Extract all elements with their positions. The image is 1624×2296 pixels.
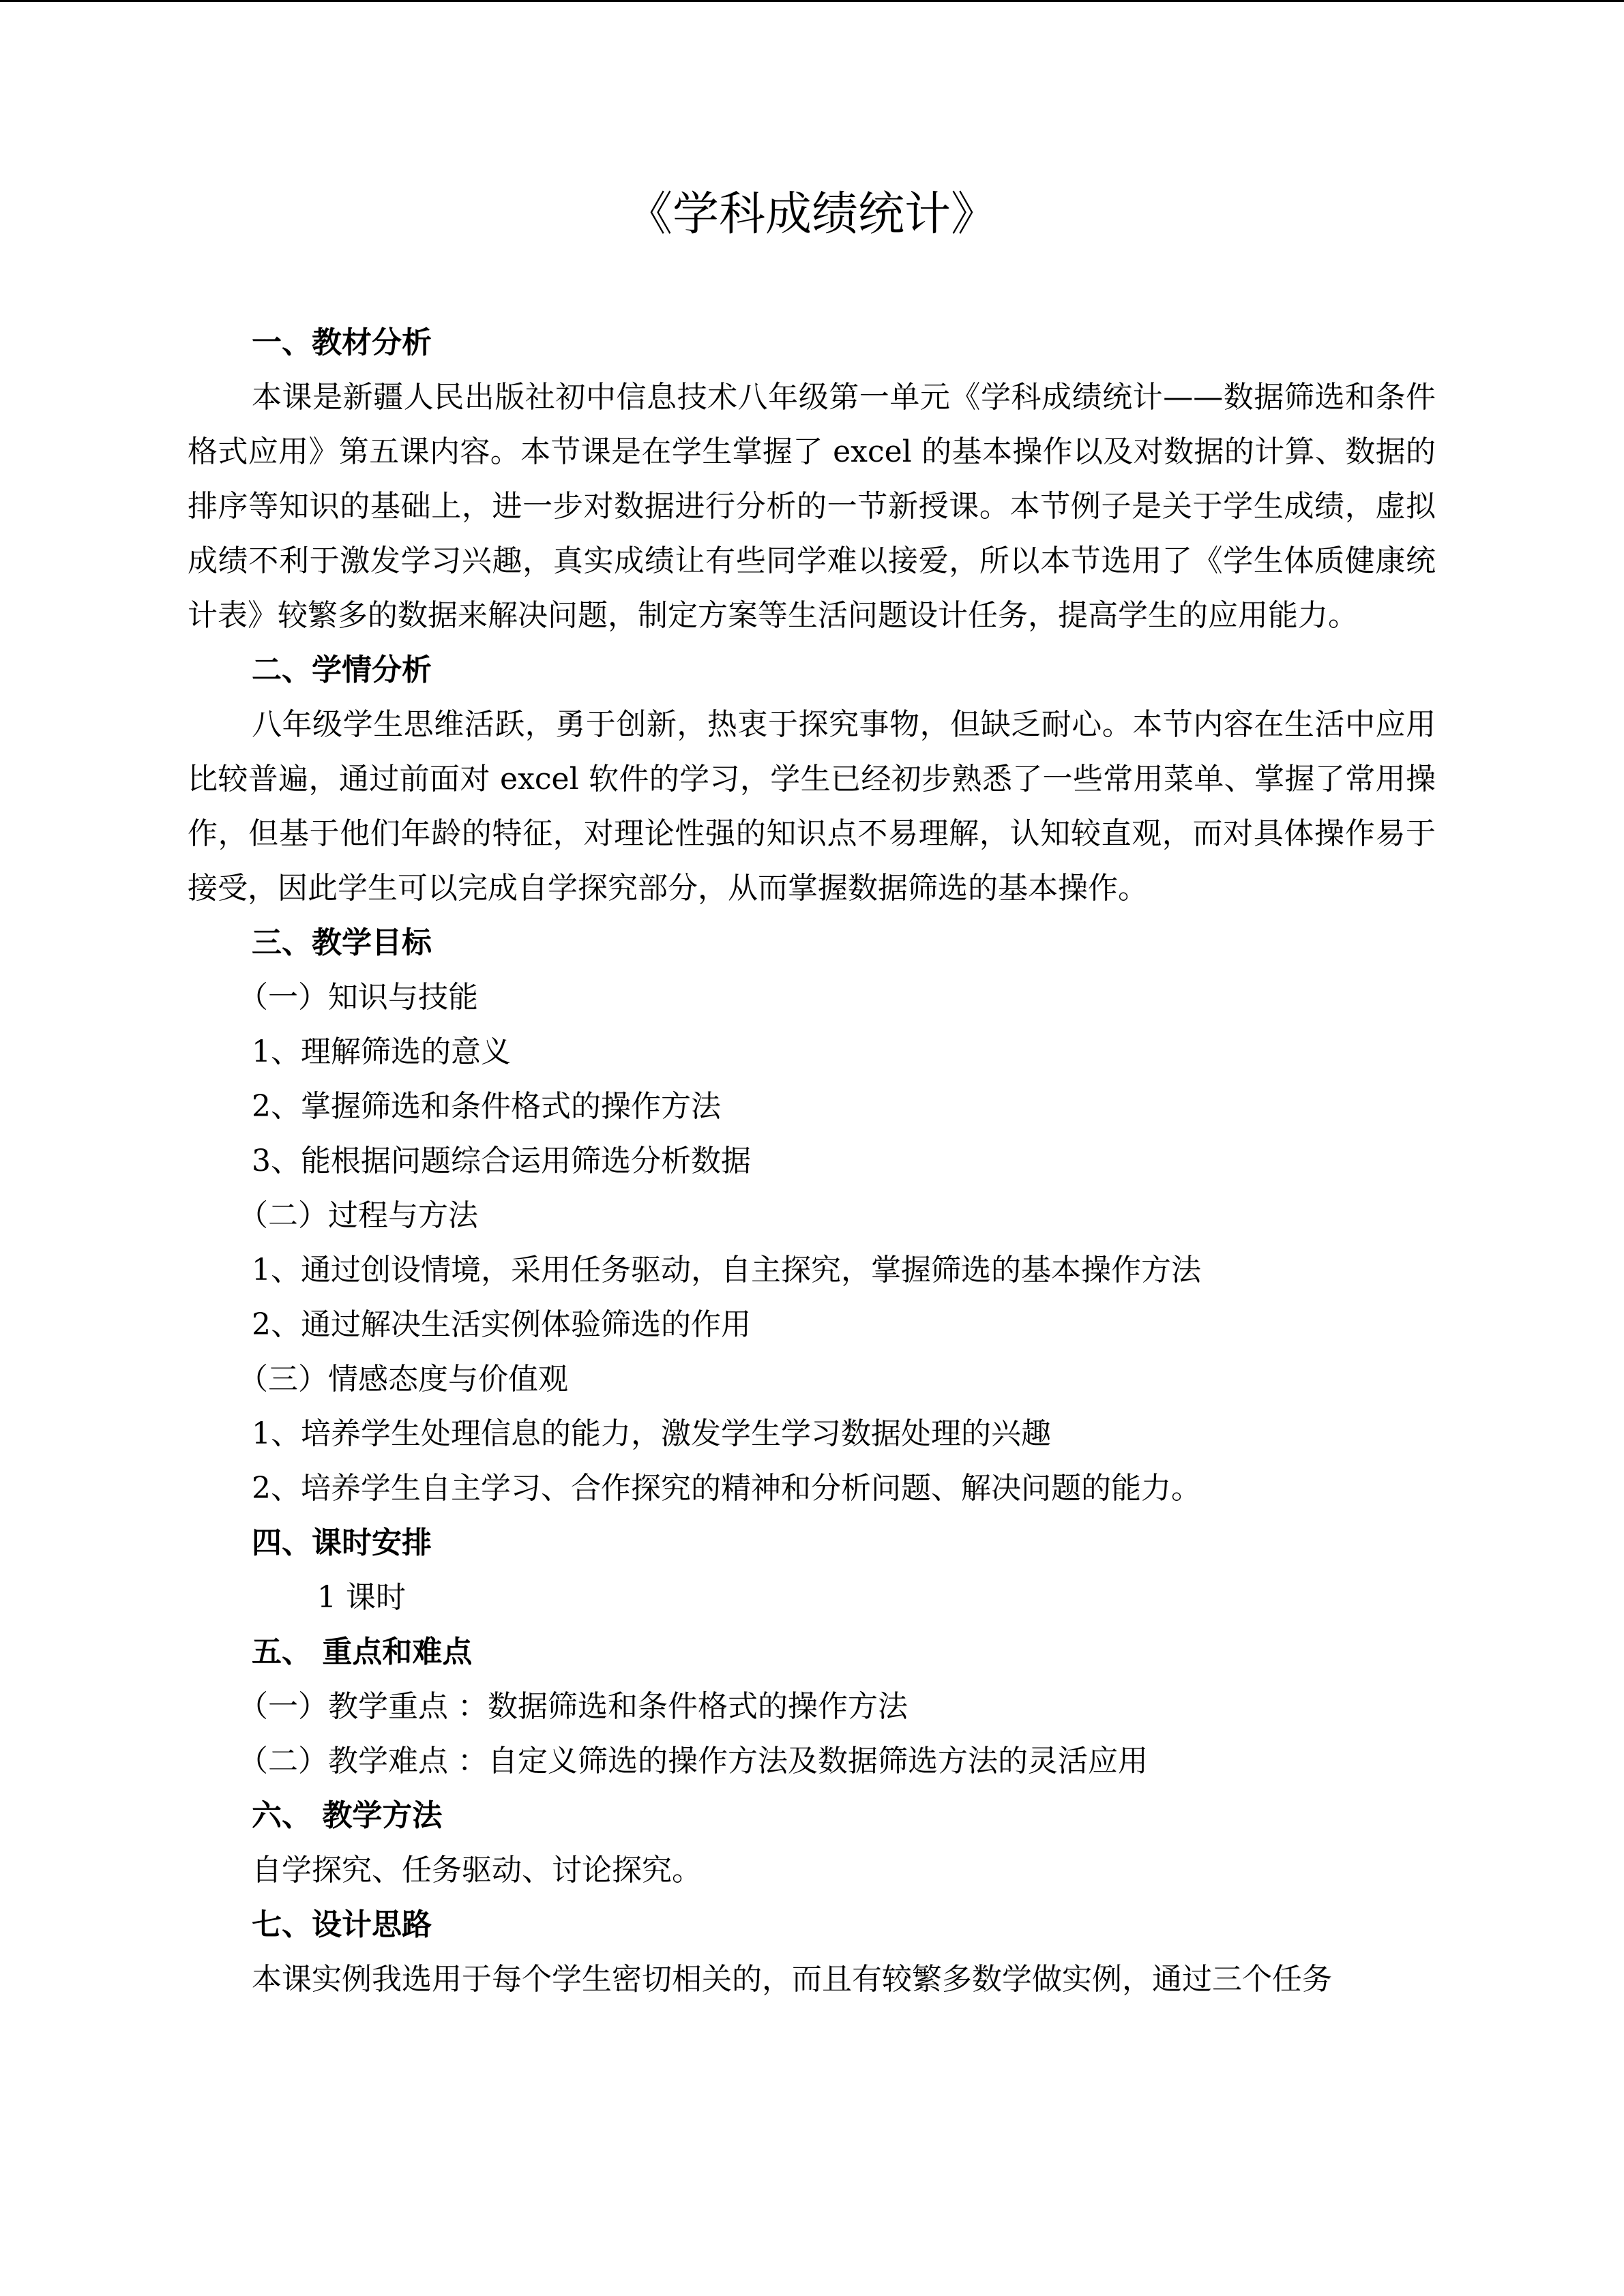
goal-item: 1、通过创设情境，采用任务驱动，自主探究，掌握筛选的基本操作方法: [252, 1253, 1201, 1287]
goal-group-title: （一）知识与技能: [238, 980, 478, 1015]
page-top-border: [0, 0, 1624, 2]
section-paragraph-textbook-analysis: 本课是新疆人民出版社初中信息技术八年级第一单元《学科成绩统计——数据筛选和条件格式应用》第五课内容。本节课是在学生掌握了 excel 的基本操作以及对数据的计算、数据的排序等知识的基础上，进一步对数据进行分析的一节新授课。本节例子是关于学生成绩，虚拟成绩不利于激发学习兴趣，真实成绩让有些同学难以接爱，所以本节选用了《学生体质健康统计表》较繁多的数据来解决问题，制定方案等生活问题设计任务，提高学生的应用能力。: [188, 380, 1436, 633]
key-point-item: （二）教学难点 ：自定义筛选的操作方法及数据筛选方法的灵活应用: [238, 1744, 1148, 1778]
goal-group-title: （二）过程与方法: [238, 1198, 478, 1233]
goal-item: 3、能根据问题综合运用筛选分析数据: [252, 1144, 751, 1178]
goal-group-title: （三）情感态度与价值观: [238, 1362, 568, 1397]
document-title: 《学科成绩统计》: [625, 188, 997, 241]
section-heading-teaching-goals: 三、教学目标: [252, 925, 432, 960]
section-paragraph-student-analysis: 八年级学生思维活跃，勇于创新，热衷于探究事物，但缺乏耐心。本节内容在生活中应用比较普遍，通过前面对 excel 软件的学习，学生已经初步熟悉了一些常用菜单、掌握了常用操作，但基于他们年龄的特征，对理论性强的知识点不易理解，认知较直观，而对具体操作易于接受，因此学生可以完成自学探究部分，从而掌握数据筛选的基本操作。: [188, 707, 1436, 906]
section-heading-design-idea: 七、设计思路: [252, 1907, 432, 1942]
key-point-item: （一）教学重点 ：数据筛选和条件格式的操作方法: [238, 1689, 908, 1724]
design-idea-text: 本课实例我选用于每个学生密切相关的，而且有较繁多数学做实例，通过三个任务: [252, 1962, 1332, 1997]
document-body: [188, 316, 1436, 2007]
section-heading-student-analysis: 二、学情分析: [252, 653, 432, 687]
goal-item: 2、掌握筛选和条件格式的操作方法: [252, 1089, 721, 1124]
goal-item: 2、培养学生自主学习、合作探究的精神和分析问题、解决问题的能力。: [252, 1471, 1201, 1506]
goal-item: 1、培养学生处理信息的能力，激发学生学习数据处理的兴趣: [252, 1416, 1051, 1451]
schedule-text: 1 课时: [317, 1580, 406, 1615]
section-heading-key-points: 五、 重点和难点: [252, 1635, 473, 1669]
section-heading-teaching-methods: 六、 教学方法: [252, 1798, 443, 1833]
goal-item: 2、通过解决生活实例体验筛选的作用: [252, 1307, 751, 1342]
goal-item: 1、理解筛选的意义: [252, 1034, 511, 1069]
section-heading-textbook-analysis: 一、教材分析: [252, 325, 432, 360]
teaching-methods-text: 自学探究、任务驱动、讨论探究。: [252, 1853, 702, 1888]
section-heading-schedule: 四、课时安排: [252, 1525, 432, 1560]
